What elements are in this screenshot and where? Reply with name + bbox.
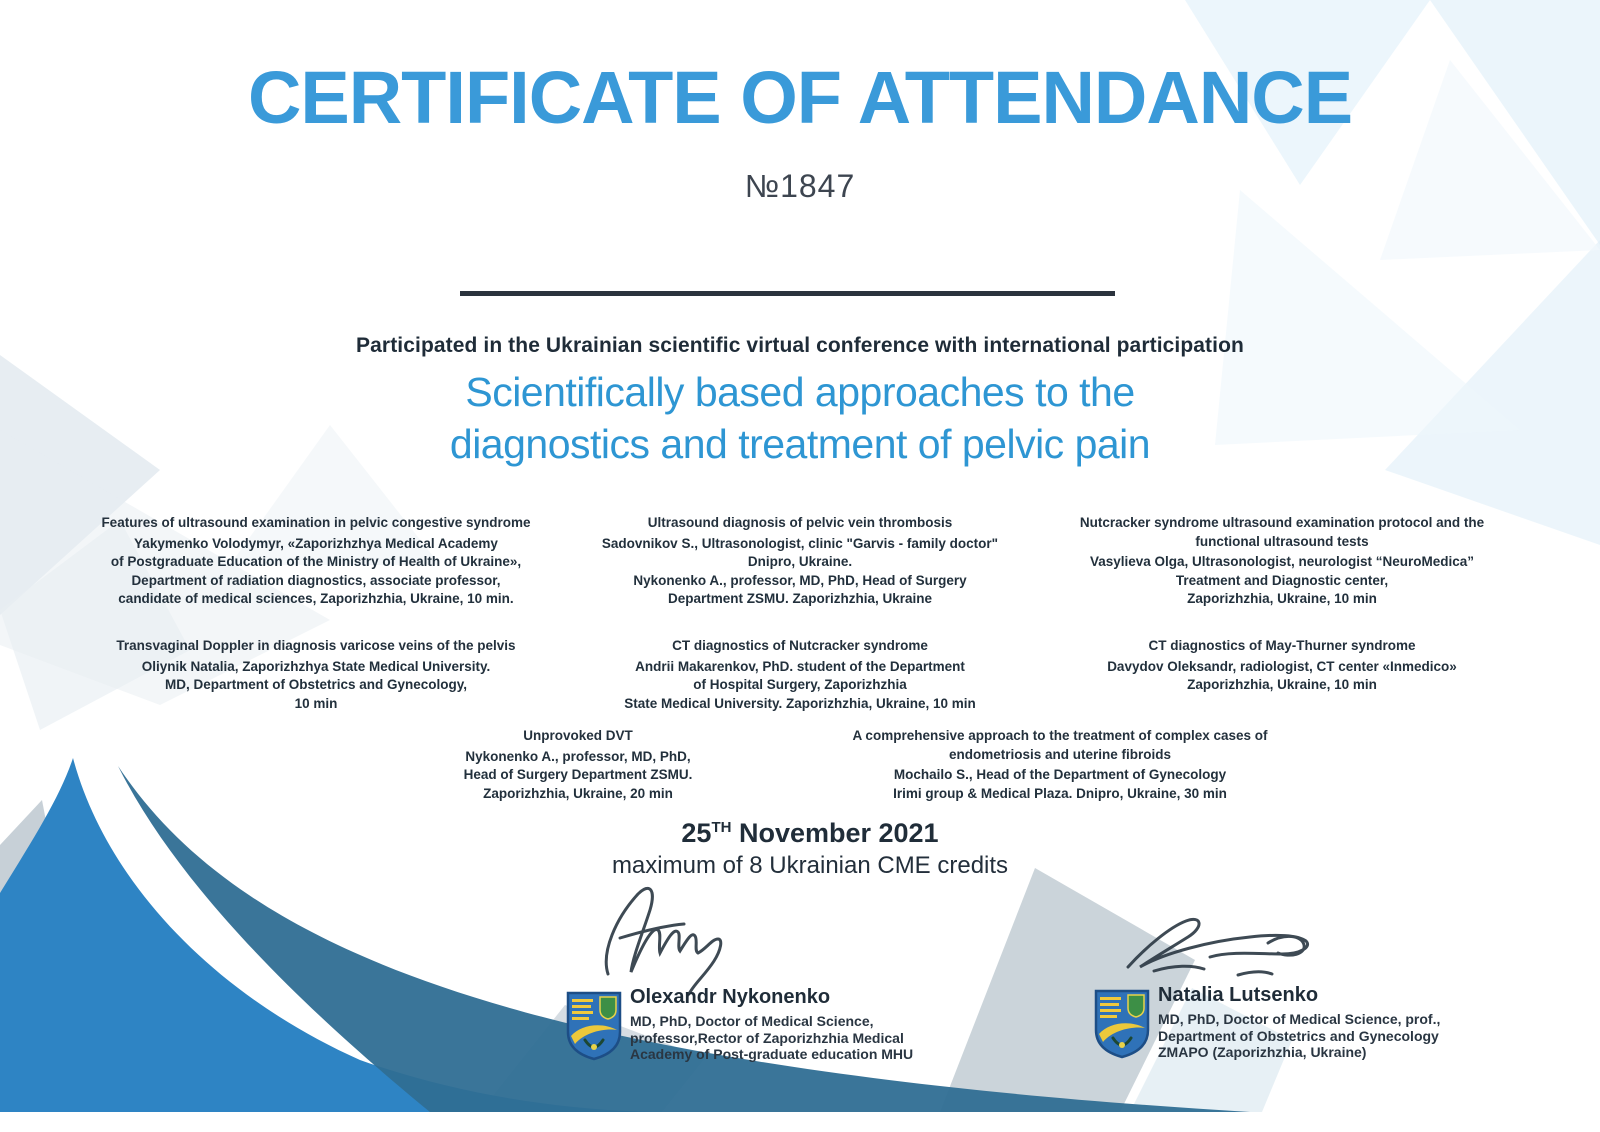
signature-right-icon [1118,903,1328,993]
talk-item [810,727,1310,803]
talk-item [398,727,758,803]
signatory-credentials: MD, PhD, Doctor of Medical Science, prof., Department of Obstetrics and Gynecology ZMAPO (Zaporizhzhia, Ukraine) [1158,1011,1441,1060]
divider-line [460,291,1115,296]
talk-speaker: Vasylieva Olga, Ultrasonologist, neurologist “NeuroMedica” Treatment and Diagnostic center, Zaporizhzhia, Ukraine, 10 min [1089,554,1475,606]
certificate-title: CERTIFICATE OF ATTENDANCE [247,56,1353,139]
talk-item [1062,514,1502,609]
talk-speaker: Nykonenko A., professor, MD, PhD, Head of Surgery Department ZSMU. Zaporizhzhia, Ukraine, 20 min [463,748,693,801]
signatory-credentials: MD, PhD, Doctor of Medical Science, professor,Rector of Zaporizhzhia Medical Academy of Post-graduate education MHU [630,1013,914,1062]
signatory-left [630,986,950,1063]
talk-title: Features of ultrasound examination in pelvic congestive syndrome [101,515,531,530]
event-date [0,818,1600,849]
talk-speaker: Davydov Oleksandr, radiologist, CT center «Inmedico» Zaporizhzhia, Ukraine, 10 min [1107,658,1457,692]
participation-line: Participated in the Ukrainian scientific virtual conference with international participation [356,334,1244,357]
event-credits: maximum of 8 Ukrainian CME credits [611,852,1009,879]
talk-speaker: Oliynik Natalia, Zaporizhzhya State Medical University. MD, Department of Obstetrics and Gynecology, 10 min [141,658,491,711]
event-date-day: 25 [681,818,712,848]
medical-academy-emblem [1093,988,1151,1060]
talk-title: Transvaginal Doppler in diagnosis varicose veins of the pelvis [116,638,516,653]
medical-academy-emblem [565,990,623,1062]
talk-item [580,637,1020,713]
signature-left-icon [592,876,767,996]
talk-item [96,637,536,713]
event-date-rest: November 2021 [731,818,939,848]
talk-title: Ultrasound diagnosis of pelvic vein thrombosis [647,515,953,530]
talk-title: CT diagnostics of Nutcracker syndrome [672,638,928,653]
talk-title: Unprovoked DVT [523,728,633,743]
certificate-number: №1847 [744,168,856,204]
signatory-name: Natalia Lutsenko [1158,984,1319,1006]
talk-title: Nutcracker syndrome ultrasound examination protocol and the functional ultrasound tests [1079,515,1485,549]
talk-item [1062,637,1502,695]
event-date-suffix: TH [711,819,732,836]
conference-title: Scientifically based approaches to the diagnostics and treatment of pelvic pain [449,369,1151,467]
signatory-right [1158,984,1498,1061]
talk-item [580,514,1020,609]
talk-title: A comprehensive approach to the treatment of complex cases of endometriosis and uterine fibroids [852,728,1268,762]
talk-item [96,514,536,609]
talk-speaker: Mochailo S., Head of the Department of Gynecology Irimi group & Medical Plaza. Dnipro, Ukraine, 30 min [893,767,1227,801]
talk-speaker: Yakymenko Volodymyr, «Zaporizhzhya Medical Academy of Postgraduate Education of the Ministry of Health of Ukraine», Department of radiation diagnostics, associate professor, candidate of medical sciences, Zaporizhzhia, Ukraine, 10 min. [110,535,522,606]
talk-speaker: Sadovnikov S., Ultrasonologist, clinic "Garvis - family doctor" Dnipro, Ukraine. Nykonenko A., professor, MD, PhD, Head of Surgery Department ZSMU. Zaporizhzhia, Ukraine [601,535,999,606]
talk-speaker: Andrii Makarenkov, PhD. student of the Department of Hospital Surgery, Zaporizhzhia State Medical University. Zaporizhzhia, Ukraine, 10 min [624,658,976,711]
signatory-name: Olexandr Nykonenko [630,986,831,1008]
talk-title: CT diagnostics of May-Thurner syndrome [1148,638,1416,653]
